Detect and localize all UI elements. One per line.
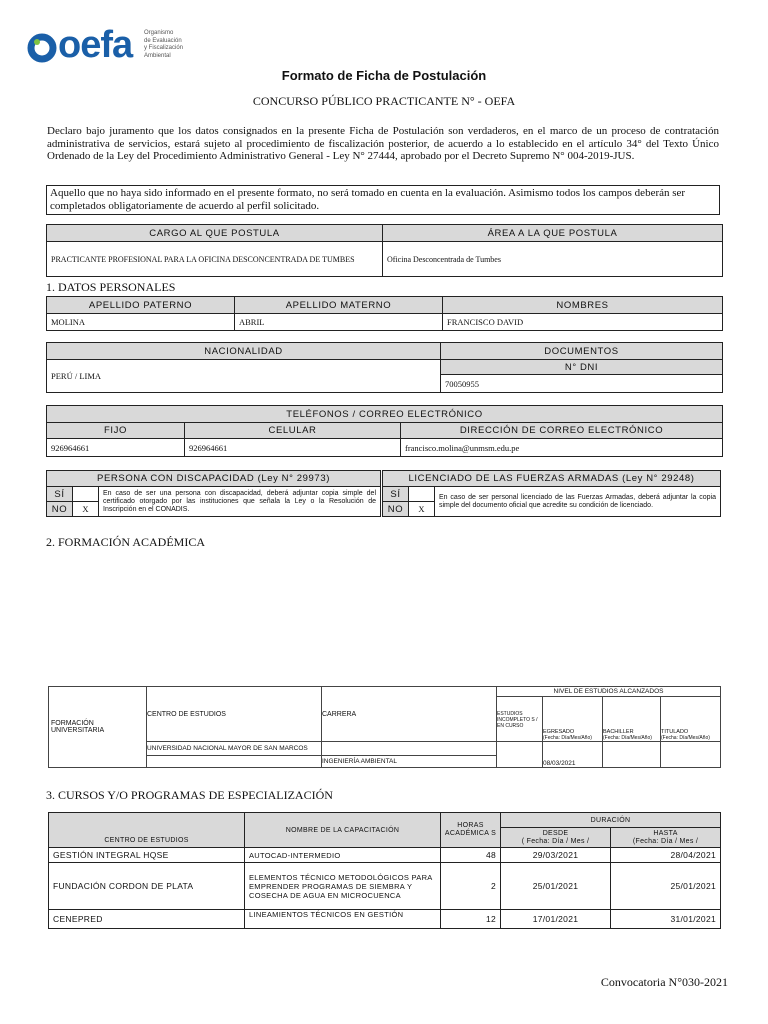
titulado-sub: (Fecha: Día/Mes/Año)	[661, 735, 710, 741]
documentos-header: DOCUMENTOS	[441, 343, 723, 360]
logo-tagline	[144, 30, 183, 60]
area-header: ÁREA A LA QUE POSTULA	[383, 225, 723, 242]
formacion-centro-header: CENTRO DE ESTUDIOS	[147, 687, 322, 742]
fijo-value: 926964661	[47, 439, 185, 457]
cursos-centro-header: CENTRO DE ESTUDIOS	[49, 813, 245, 848]
titulado-value	[661, 742, 721, 768]
bachiller-header-cell	[603, 697, 661, 742]
dni-value: 70050955	[441, 375, 723, 393]
bachiller-sub: (Fecha: Día/Mes/Año)	[603, 735, 652, 741]
table-row	[49, 863, 721, 910]
correo-value: francisco.molina@unmsm.edu.pe	[401, 439, 723, 457]
cursos-table	[48, 812, 721, 929]
section-datos-personales: 1. DATOS PERSONALES	[46, 280, 176, 294]
nivel-header: NIVEL DE ESTUDIOS ALCANZADOS	[497, 687, 721, 697]
cursos-nombre-header: NOMBRE DE LA CAPACITACIÓN	[245, 813, 441, 848]
celular-header: CELULAR	[185, 423, 401, 439]
curso-centro: FUNDACIÓN CORDON DE PLATA	[49, 863, 245, 910]
egresado-header-cell	[543, 697, 603, 742]
bachiller-header: BACHILLER	[603, 729, 634, 735]
curso-horas: 12	[441, 910, 501, 929]
page-subtitle: CONCURSO PÚBLICO PRACTICANTE N° - OEFA	[252, 94, 516, 108]
curso-desde: 17/01/2021	[501, 910, 611, 929]
curso-nombre: ELEMENTOS TÉCNICO METODOLÓGICOS PARA EMPRENDER PROGRAMAS DE SIEMBRA Y COSECHA DE AGUA EN MICROCUENCA	[245, 863, 441, 910]
curso-hasta: 31/01/2021	[611, 910, 721, 929]
titulado-header: TITULADO	[661, 729, 689, 735]
nationality-table	[46, 342, 723, 393]
cargo-value: PRACTICANTE PROFESIONAL PARA LA OFICINA DESCONCENTRADA DE TUMBES	[47, 242, 383, 277]
cursos-hasta-sub: (Fecha: Día / Mes /	[632, 837, 699, 845]
bachiller-value	[603, 742, 661, 768]
notice-box: Aquello que no haya sido informado en el presente formato, no será tomado en cuenta en la evaluación. Asimismo todos los campos deberán ser completados obligatoriamente de acuerdo al perfil solicitado.	[46, 185, 720, 215]
nacionalidad-value: PERÚ / LIMA	[47, 360, 441, 393]
phones-table	[46, 405, 723, 457]
incompletos-value	[497, 742, 543, 768]
curso-hasta: 28/04/2021	[611, 848, 721, 863]
cursos-desde-sub: ( Fecha: Día / Mes /	[521, 837, 590, 845]
ffaa-si-label: SÍ	[383, 487, 409, 502]
fijo-header: FIJO	[47, 423, 185, 439]
ffaa-table	[382, 470, 721, 517]
celular-value: 926964661	[185, 439, 401, 457]
footer-convocatoria: Convocatoria N°030-2021	[600, 975, 728, 989]
dni-header: N° DNI	[441, 360, 723, 375]
ffaa-header: LICENCIADO DE LAS FUERZAS ARMADAS (Ley N° 29248)	[383, 471, 721, 487]
formacion-centro-extra	[147, 756, 322, 768]
curso-centro: CENEPRED	[49, 910, 245, 929]
cursos-duracion-header: DURACIÓN	[501, 813, 721, 828]
nombres-header: NOMBRES	[443, 297, 723, 314]
curso-desde: 29/03/2021	[501, 848, 611, 863]
curso-nombre: LINEAMIENTOS TÉCNICOS EN GESTIÓN	[245, 910, 441, 929]
logo-tagline-line: de Evaluación	[144, 37, 182, 44]
ffaa-no-checkbox[interactable]: X	[409, 502, 435, 517]
page-title: Formato de Ficha de Postulación	[281, 68, 487, 83]
curso-horas: 2	[441, 863, 501, 910]
curso-desde: 25/01/2021	[501, 863, 611, 910]
ffaa-si-checkbox[interactable]	[409, 487, 435, 502]
formacion-carrera-header: CARRERA	[322, 687, 497, 742]
ffaa-no-label: NO	[383, 502, 409, 517]
curso-horas: 48	[441, 848, 501, 863]
telefonos-header: TELÉFONOS / CORREO ELECTRÓNICO	[47, 406, 723, 423]
formacion-row-label: FORMACIÓN UNIVERSITARIA	[49, 687, 147, 768]
ffaa-text: En caso de ser personal licenciado de las Fuerzas Armadas, deberá adjuntar la copia simple del documento oficial que acredite su condición de licenciado.	[435, 487, 721, 517]
formacion-centro-value: UNIVERSIDAD NACIONAL MAYOR DE SAN MARCOS	[147, 742, 322, 756]
cursos-horas-header: HORAS ACADÉMICA S	[441, 813, 501, 848]
oefa-logo	[26, 24, 196, 70]
apellido-materno-value: ABRIL	[235, 314, 443, 331]
egresado-value: 08/03/2021	[543, 742, 603, 768]
declaration-text: Declaro bajo juramento que los datos consignados en la presente Ficha de Postulación son verdaderos, en el marco de un proceso de contratación administrativa de servicios, estará sujeto al procedimiento de fiscalización posterior, de acuerdo a lo establecido en el artículo 34° del Texto Único Ordenado de la Ley del Procedimiento Administrativo General - Ley N° 27444, aprobado por el Decreto Supremo N° 004-2019-JUS.	[47, 125, 719, 162]
apellido-materno-header: APELLIDO MATERNO	[235, 297, 443, 314]
discapacidad-no-checkbox[interactable]: X	[73, 502, 99, 517]
section-formacion: 2. FORMACIÓN ACADÉMICA	[46, 535, 206, 549]
curso-centro: GESTIÓN INTEGRAL HQSE	[49, 848, 245, 863]
apellido-paterno-header: APELLIDO PATERNO	[47, 297, 235, 314]
discapacidad-si-label: SÍ	[47, 487, 73, 502]
cursos-hasta-header-cell	[611, 828, 721, 848]
egresado-header: EGRESADO	[543, 729, 575, 735]
names-table	[46, 296, 723, 331]
cursos-hasta-header: HASTA	[653, 829, 678, 837]
titulado-header-cell	[661, 697, 721, 742]
table-row	[49, 910, 721, 929]
egresado-sub: (Fecha: Día/Mes/Año)	[543, 735, 592, 741]
curso-nombre: AUTOCAD-INTERMEDIO	[245, 848, 441, 863]
formacion-carrera-cell	[322, 742, 497, 756]
logo-tagline-line: Ambiental	[144, 52, 171, 59]
table-row	[49, 848, 721, 863]
cargo-header: CARGO AL QUE POSTULA	[47, 225, 383, 242]
area-value: Oficina Desconcentrada de Tumbes	[383, 242, 723, 277]
nacionalidad-header: NACIONALIDAD	[47, 343, 441, 360]
correo-header: DIRECCIÓN DE CORREO ELECTRÓNICO	[401, 423, 723, 439]
apellido-paterno-value: MOLINA	[47, 314, 235, 331]
cargo-table	[46, 224, 723, 277]
discapacidad-table	[46, 470, 381, 517]
nombres-value: FRANCISCO DAVID	[443, 314, 723, 331]
logo-tagline-line: Organismo	[144, 30, 174, 36]
discapacidad-no-label: NO	[47, 502, 73, 517]
curso-hasta: 25/01/2021	[611, 863, 721, 910]
discapacidad-text: En caso de ser una persona con discapacidad, deberá adjuntar copia simple del certificado otorgado por las instituciones que señala la Ley o la Resolución de Inscripción en el CONADIS.	[99, 487, 381, 517]
logo-tagline-line: y Fiscalización	[144, 45, 184, 51]
cursos-desde-header-cell	[501, 828, 611, 848]
cursos-desde-header: DESDE	[542, 829, 569, 837]
section-cursos: 3. CURSOS Y/O PROGRAMAS DE ESPECIALIZACIÓN	[46, 788, 333, 802]
logo-wordmark: oefa	[58, 24, 133, 66]
incompletos-header: ESTUDIOS INCOMPLETO S / EN CURSO	[497, 697, 543, 742]
discapacidad-header: PERSONA CON DISCAPACIDAD (Ley N° 29973)	[47, 471, 381, 487]
formacion-carrera-value: INGENIERÍA AMBIENTAL	[322, 756, 497, 768]
formacion-table	[48, 686, 721, 768]
discapacidad-si-checkbox[interactable]	[73, 487, 99, 502]
